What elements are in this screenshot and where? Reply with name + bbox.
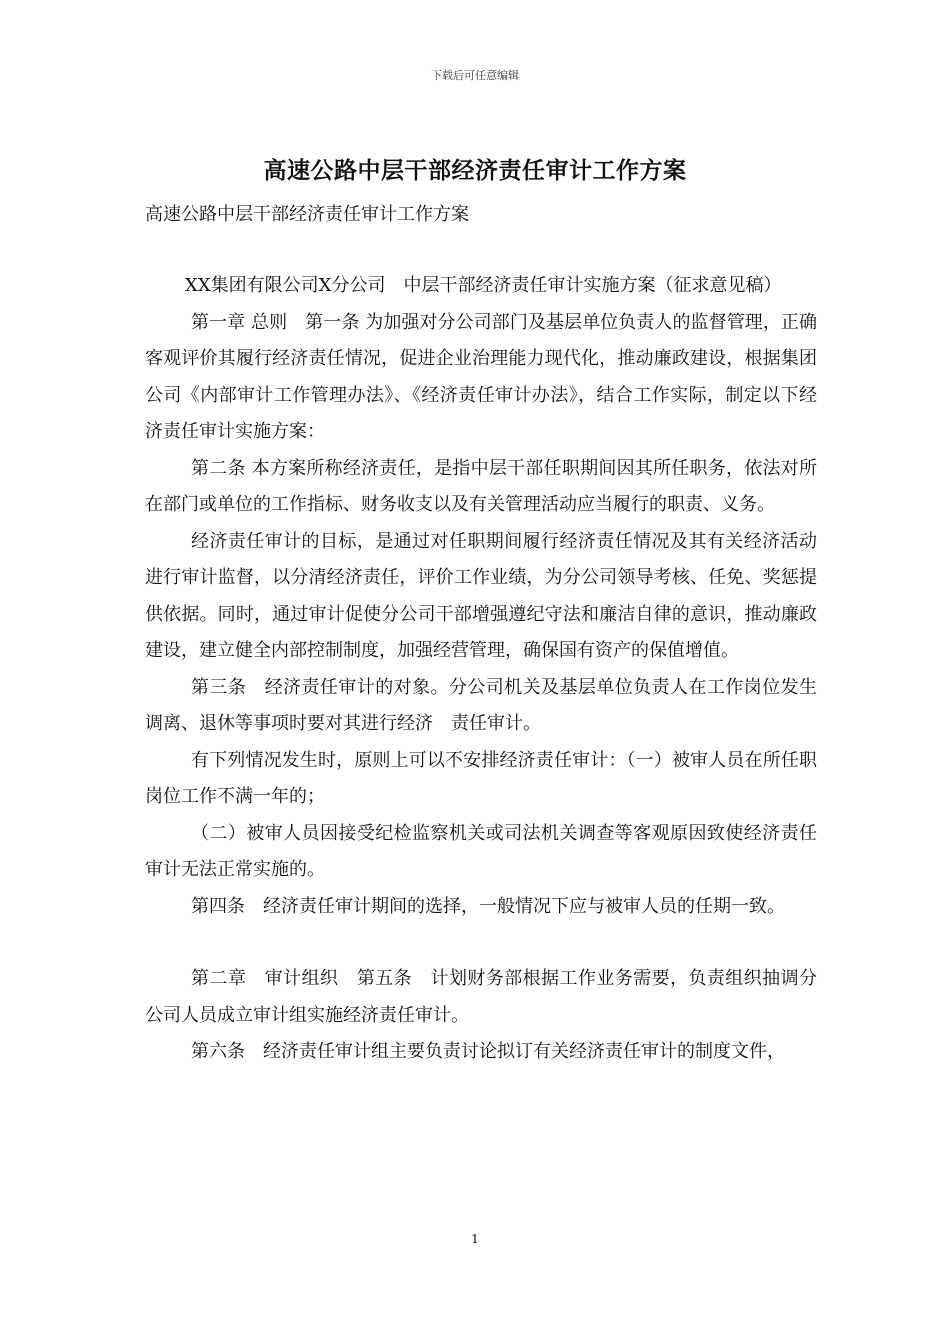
paragraph-audit-goal: 经济责任审计的目标，是通过对任职期间履行经济责任情况及其有关经济活动进行审计监督，以分清经济责任，评价工作业绩，为分公司领导考核、任免、奖惩提供依据。同时，通过审计促使分公司干部增强遵纪守法和廉洁自律的意识，推动廉政建设，建立健全内部控制制度，加强经营管理，确保国有资产的保值增值。 [145,530,817,661]
paragraph-article-3: 第三条 经济责任审计的对象。分公司机关及基层单位负责人在工作岗位发生调离、退休等事项时要对其进行经济 责任审计。 [145,676,817,734]
paragraph-article-6: 第六条 经济责任审计组主要负责讨论拟订有关经济责任审计的制度文件， [191,1041,785,1062]
document-subtitle: 高速公路中层干部经济责任审计工作方案 [145,204,469,225]
paragraph-article-1: 第一章 总则 第一条 为加强对分公司部门及基层单位负责人的监督管理，正确客观评价其履行经济责任情况，促进企业治理能力现代化，推动廉政建设，根据集团公司《内部审计工作管理办法》、《经济责任审计办法》，结合工作实际，制定以下经济责任审计实施方案： [145,311,817,442]
document-title: 高速公路中层干部经济责任审计工作方案 [263,157,687,184]
paragraph-chapter-2: 第二章 审计组织 第五条 计划财务部根据工作业务需要，负责组织抽调分公司人员成立审计组实施经济责任审计。 [145,968,817,1026]
page-number: 1 [471,1232,479,1246]
paragraph-article-2: 第二条 本方案所称经济责任，是指中层干部任职期间因其所任职务，依法对所在部门或单位的工作指标、财务收支以及有关管理活动应当履行的职责、义务。 [145,457,817,515]
paragraph-plan-heading: XX集团有限公司X分公司 中层干部经济责任审计实施方案（征求意见稿） [185,275,782,296]
page-header: 下载后可任意编辑 [431,69,519,82]
paragraph-exception-2: （二）被审人员因接受纪检监察机关或司法机关调查等客观原因致使经济责任审计无法正常实施的。 [145,822,817,880]
document-body [145,268,817,1071]
paragraph-article-4: 第四条 经济责任审计期间的选择，一般情况下应与被审人员的任期一致。 [191,895,785,917]
paragraph-exceptions: 有下列情况发生时，原则上可以不安排经济责任审计：（一）被审人员在所任职岗位工作不满一年的； [145,749,817,807]
blank-line [145,925,817,961]
